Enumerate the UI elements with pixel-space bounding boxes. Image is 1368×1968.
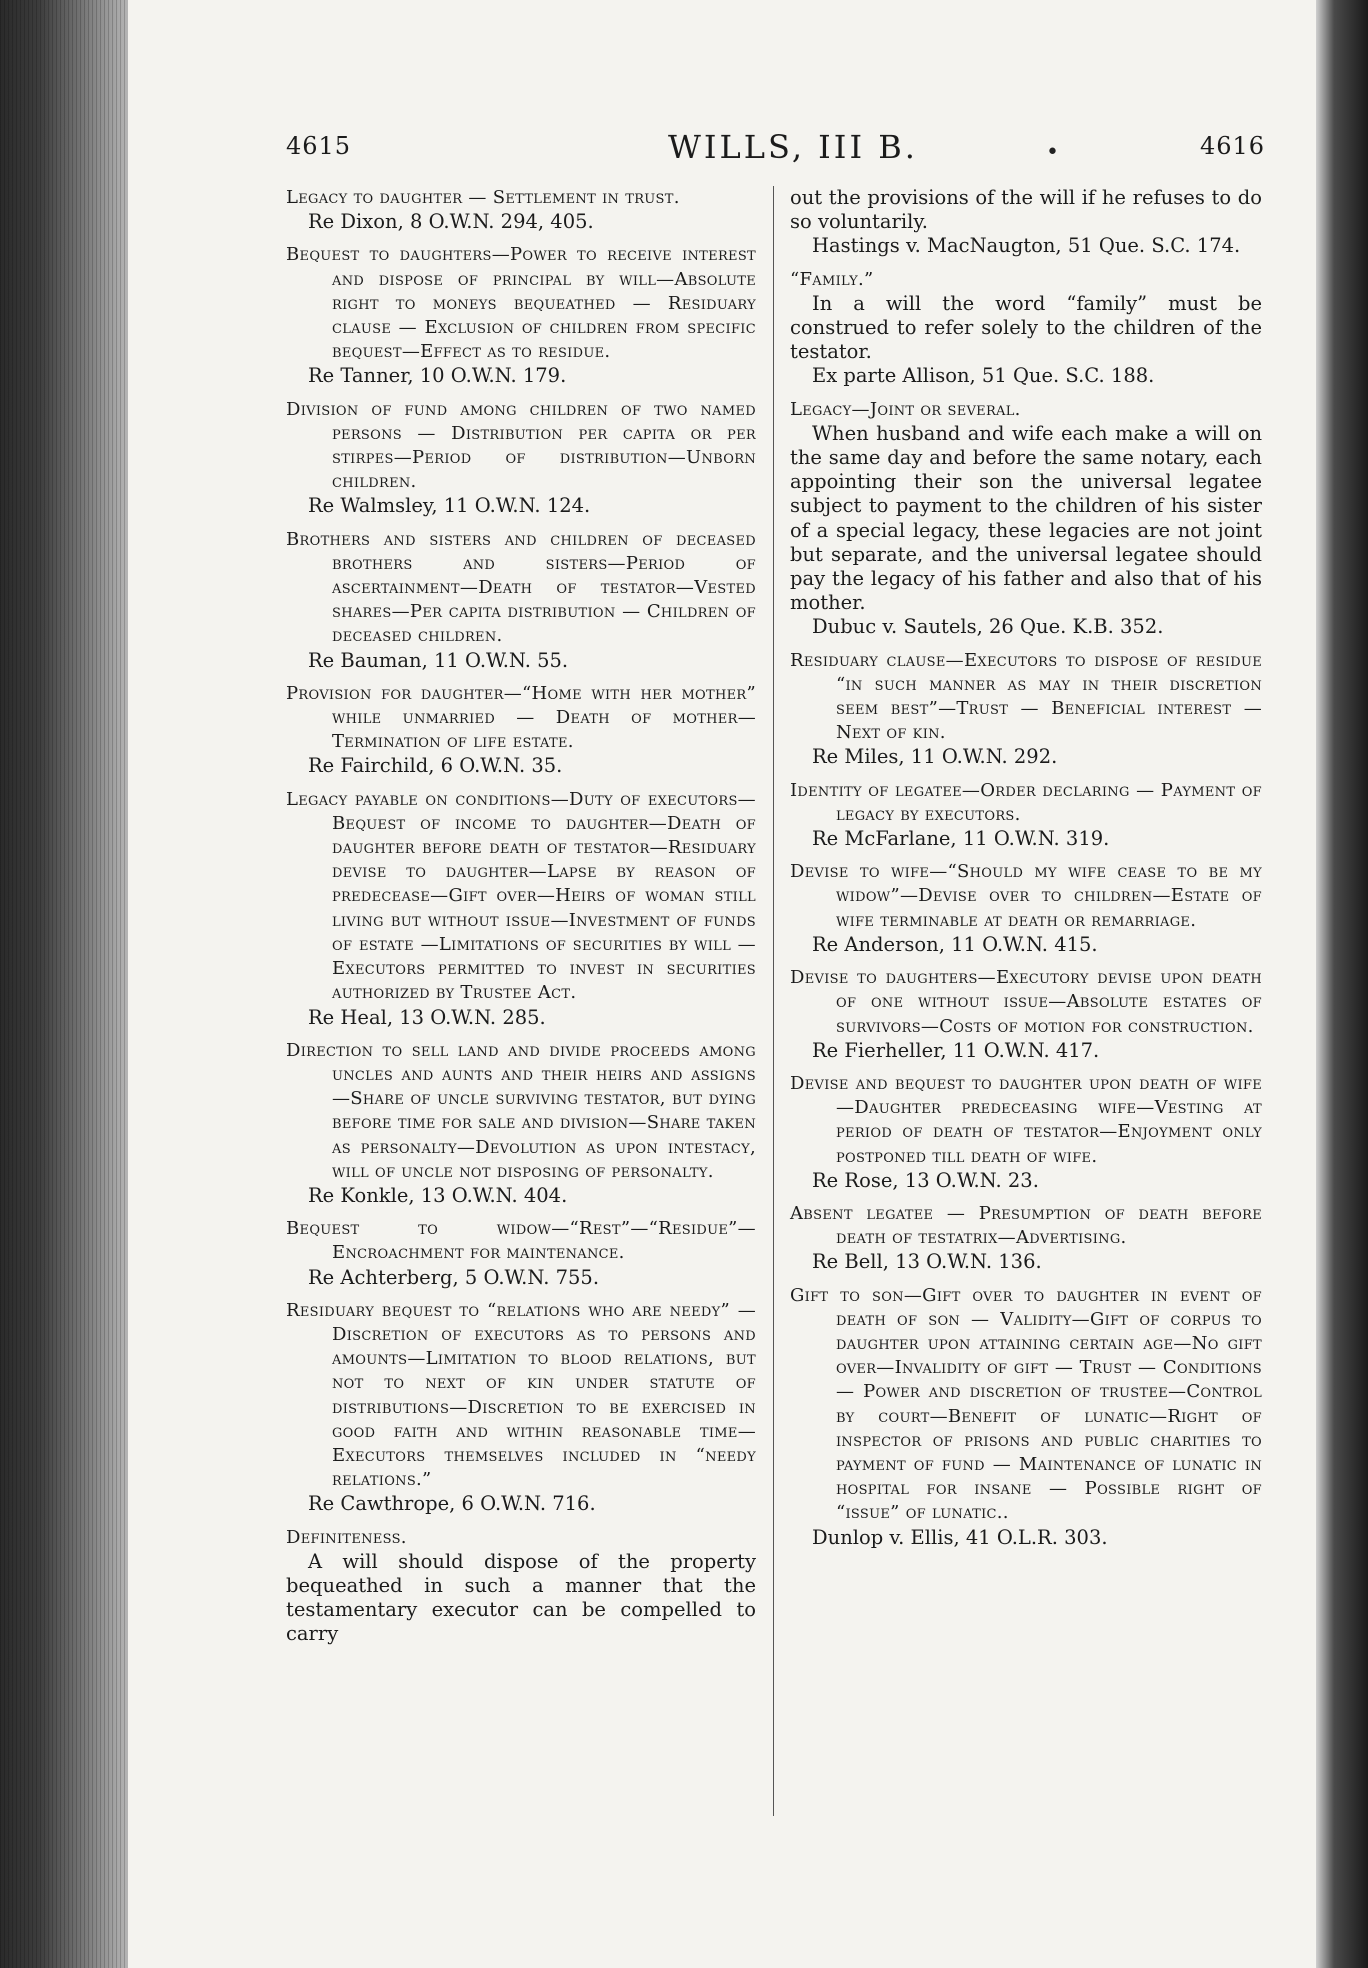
digest-entry [286, 1526, 756, 1647]
digest-entry [790, 186, 1262, 259]
digest-entry [790, 398, 1262, 640]
column-divider [773, 186, 774, 1816]
entry-heading: Residuary clause—Executors to dispose of residue “in such manner as may in their discretion seem best”—Trust — Beneficial interest —Next of kin. [790, 649, 1262, 744]
case-citation: Re Heal, 13 O.W.N. 285. [308, 1005, 546, 1029]
entry-text: A will should dispose of the property bequeathed in such a manner that the testamentary executor can be compelled to carry [286, 1549, 756, 1646]
case-citation: Re Walmsley, 11 O.W.N. 124. [308, 494, 591, 518]
digest-entry [286, 528, 756, 673]
case-citation: Re Bell, 13 O.W.N. 136. [812, 1250, 1042, 1274]
digest-entry [790, 1202, 1262, 1275]
entry-heading: Legacy to daughter — Settlement in trust. [286, 187, 680, 208]
entry-heading: Bequest to daughters—Power to receive interest and dispose of principal by will—Absolute right to moneys bequeathed — Residuary clause — Exclusion of children from specific bequest—Effect as to residue. [286, 244, 756, 363]
entry-heading: Devise to daughters—Executory devise upon death of one without issue—Absolute estates of survivors—Costs of motion for construction. [790, 967, 1262, 1037]
entry-heading: Devise and bequest to daughter upon death of wife—Daughter predeceasing wife—Vesting at period of death of testator—Enjoyment only postponed till death of wife. [790, 1072, 1262, 1167]
ink-speck: • [1046, 140, 1059, 165]
digest-entry [286, 682, 756, 779]
right-column [790, 186, 1262, 1559]
digest-entry [790, 649, 1262, 770]
entry-heading: Gift to son—Gift over to daughter in event of death of son — Validity—Gift of corpus to daughter upon attaining certain age—No gift over—Invalidity of gift — Trust — Conditions — Power and discretion of trustee—Control by court—Benefit of lunatic—Right of inspector of prisons and public charities to payment of fund — Maintenance of lunatic in hospital for insane — Possible right of “issue” of lunatic.. [790, 1284, 1262, 1524]
digest-entry [790, 1072, 1262, 1193]
digest-entry [790, 860, 1262, 957]
case-citation: Re Konkle, 13 O.W.N. 404. [308, 1183, 568, 1207]
case-citation: Re Miles, 11 O.W.N. 292. [812, 745, 1058, 769]
entry-heading: Brothers and sisters and children of deceased brothers and sisters—Period of ascertainment—Death of testator—Vested shares—Per capita distribution — Children of deceased children. [286, 528, 756, 647]
case-citation: Re Anderson, 11 O.W.N. 415. [812, 932, 1098, 956]
book-spine-edge [0, 0, 128, 1968]
text: out the provisions of the will if he refuses to do so voluntarily. [790, 186, 1262, 234]
case-citation: Dunlop v. Ellis, 41 O.L.R. 303. [812, 1525, 1108, 1549]
entry-heading: “Family.” [790, 268, 874, 290]
case-citation: Re Cawthrope, 6 O.W.N. 716. [308, 1492, 596, 1516]
entry-heading: Division of fund among children of two named persons — Distribution per capita or per stirpes—Period of distribution—Unborn children. [286, 398, 756, 493]
entry-heading: Legacy—Joint or several. [790, 398, 1021, 420]
case-citation: Re Dixon, 8 O.W.N. 294, 405. [308, 210, 594, 234]
left-column [286, 186, 756, 1656]
book-page [128, 0, 1316, 1968]
digest-entry [790, 268, 1262, 389]
digest-entry [790, 966, 1262, 1063]
case-citation: Re Bauman, 11 O.W.N. 55. [308, 648, 569, 672]
entry-heading: Bequest to widow—“Rest”—“Residue”—Encroachment for maintenance. [286, 1218, 756, 1264]
digest-entry [286, 186, 756, 234]
left-page-number: 4615 [286, 132, 352, 160]
entry-heading: Absent legatee — Presumption of death before death of testatrix—Advertising. [790, 1202, 1262, 1249]
right-page-number: 4616 [1200, 132, 1266, 160]
entry-text: When husband and wife each make a will on the same day and before the same notary, each appointing their son the universal legatee subject to payment to the children of his sister of a special legacy, these legacies are not joint but separate, and the universal legatee should pay the legacy of his father and also that of his mother. [790, 421, 1262, 615]
digest-entry [286, 398, 756, 519]
digest-entry [286, 1039, 756, 1208]
case-citation: Re Fierheller, 11 O.W.N. 417. [812, 1038, 1100, 1062]
entry-heading: Provision for daughter—“Home with her mother” while unmarried — Death of mother—Termination of life estate. [286, 682, 756, 753]
entry-heading: Direction to sell land and divide proceeds among uncles and aunts and their heirs and assigns—Share of uncle surviving testator, but dying before time for sale and division—Share taken as personalty—Devolution as upon intestacy, will of uncle not disposing of personalty. [286, 1039, 756, 1182]
digest-entry [790, 779, 1262, 852]
entry-heading: Residuary bequest to “relations who are needy” — Discretion of executors as to persons and amounts—Limitation to blood relations, but not to next of kin under statute of distributions—Discretion to be exercised in good faith and within reasonable time—Executors themselves included in “needy relations.” [286, 1299, 756, 1491]
digest-entry [286, 1217, 756, 1290]
case-citation: Re Tanner, 10 O.W.N. 179. [308, 364, 567, 388]
case-citation: Ex parte Allison, 51 Que. S.C. 188. [812, 364, 1155, 388]
entry-heading: Identity of legatee—Order declaring — Payment of legacy by executors. [790, 779, 1262, 825]
digest-entry [790, 1284, 1262, 1550]
scan-right-edge [1316, 0, 1368, 1968]
entry-heading: Legacy payable on conditions—Duty of executors—Bequest of income to daughter—Death of daughter before death of testator—Residuary devise to daughter—Lapse by reason of predecease—Gift over—Heirs of woman still living but without issue—Investment of funds of estate —Limitations of securities by will —Executors permitted to invest in securities authorized by Trustee Act. [286, 788, 756, 1004]
case-citation: Re Rose, 13 O.W.N. 23. [812, 1168, 1039, 1192]
case-citation: Re Fairchild, 6 O.W.N. 35. [308, 754, 563, 778]
running-title: WILLS, III B. [668, 128, 918, 166]
case-citation: Re Achterberg, 5 O.W.N. 755. [308, 1265, 600, 1289]
digest-entry [286, 788, 756, 1030]
case-citation: Re McFarlane, 11 O.W.N. 319. [812, 827, 1110, 851]
digest-entry [286, 243, 756, 388]
digest-entry [286, 1299, 756, 1517]
case-citation: Hastings v. MacNaugton, 51 Que. S.C. 174. [812, 234, 1241, 258]
case-citation: Dubuc v. Sautels, 26 Que. K.B. 352. [812, 615, 1164, 639]
entry-heading: Definiteness. [286, 1526, 407, 1548]
running-head [128, 128, 1316, 168]
entry-heading: Devise to wife—“Should my wife cease to be my widow”—Devise over to children—Estate of wife terminable at death or remarriage. [790, 861, 1262, 931]
entry-text: In a will the word “family” must be construed to refer solely to the children of the testator. [790, 291, 1262, 364]
